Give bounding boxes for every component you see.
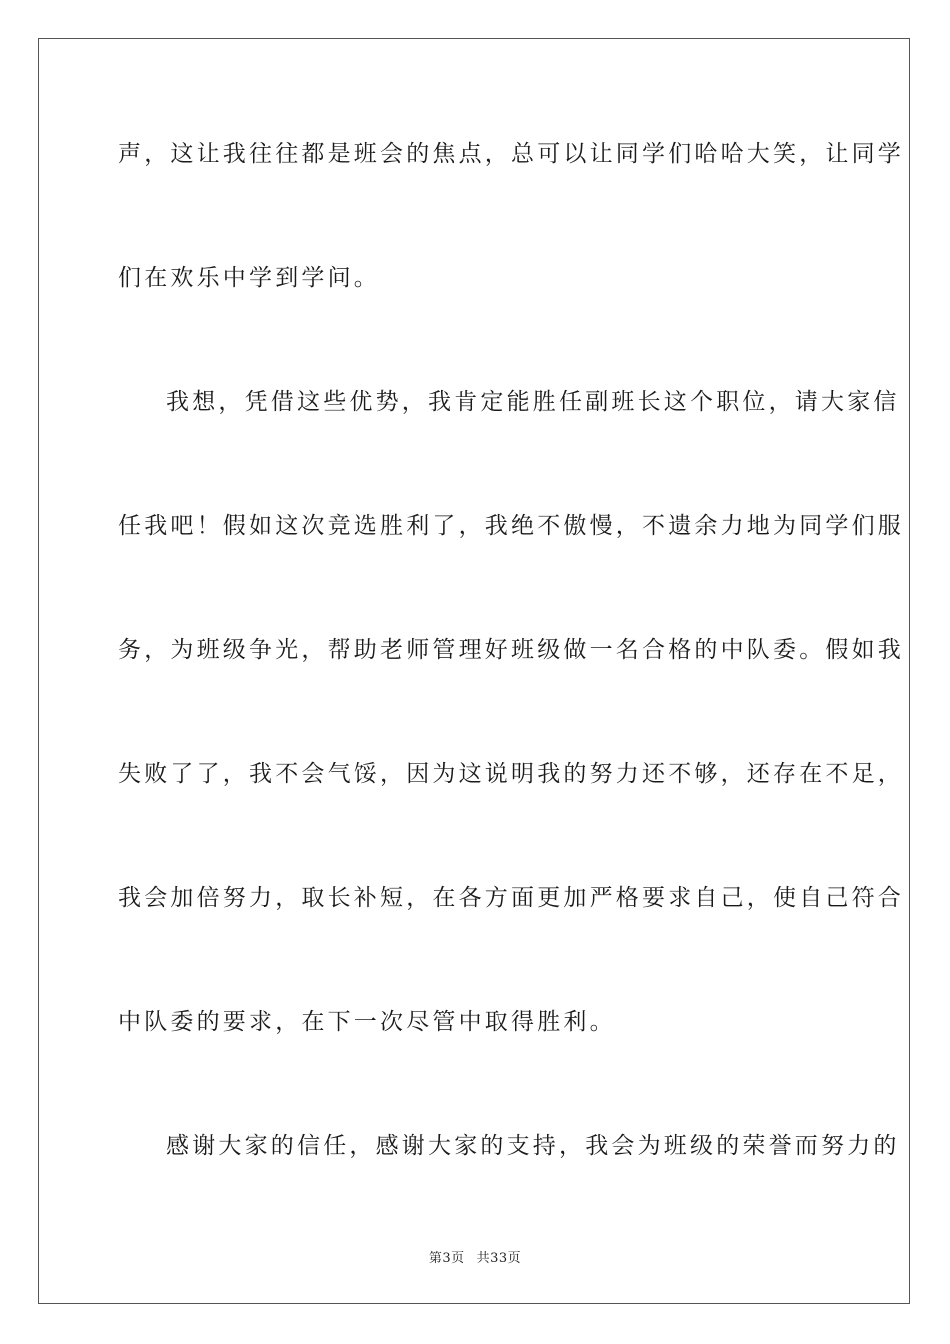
paragraph-line-6: 失败了了，我不会气馁，因为这说明我的努力还不够，还存在不足， — [118, 761, 904, 787]
paragraph-line-8: 中队委的要求，在下一次尽管中取得胜利。 — [118, 1009, 616, 1035]
page-number-current: 第3页 — [428, 1251, 465, 1266]
paragraph-line-5: 务，为班级争光，帮助老师管理好班级做一名合格的中队委。假如我 — [118, 637, 904, 663]
paragraph-line-1: 声，这让我往往都是班会的焦点，总可以让同学们哈哈大笑，让同学 — [118, 141, 904, 167]
page-border — [38, 38, 910, 1304]
paragraph-line-9: 感谢大家的信任，感谢大家的支持，我会为班级的荣誉而努力的 — [166, 1133, 900, 1159]
paragraph-line-7: 我会加倍努力，取长补短，在各方面更加严格要求自己，使自己符合 — [118, 885, 904, 911]
paragraph-line-4: 任我吧！假如这次竞选胜利了，我绝不傲慢，不遗余力地为同学们服 — [118, 513, 904, 539]
page-number-total: 共33页 — [476, 1251, 522, 1266]
paragraph-line-3: 我想，凭借这些优势，我肯定能胜任副班长这个职位，请大家信 — [166, 389, 900, 415]
paragraph-line-2: 们在欢乐中学到学问。 — [118, 265, 380, 291]
page-footer — [0, 1247, 950, 1266]
